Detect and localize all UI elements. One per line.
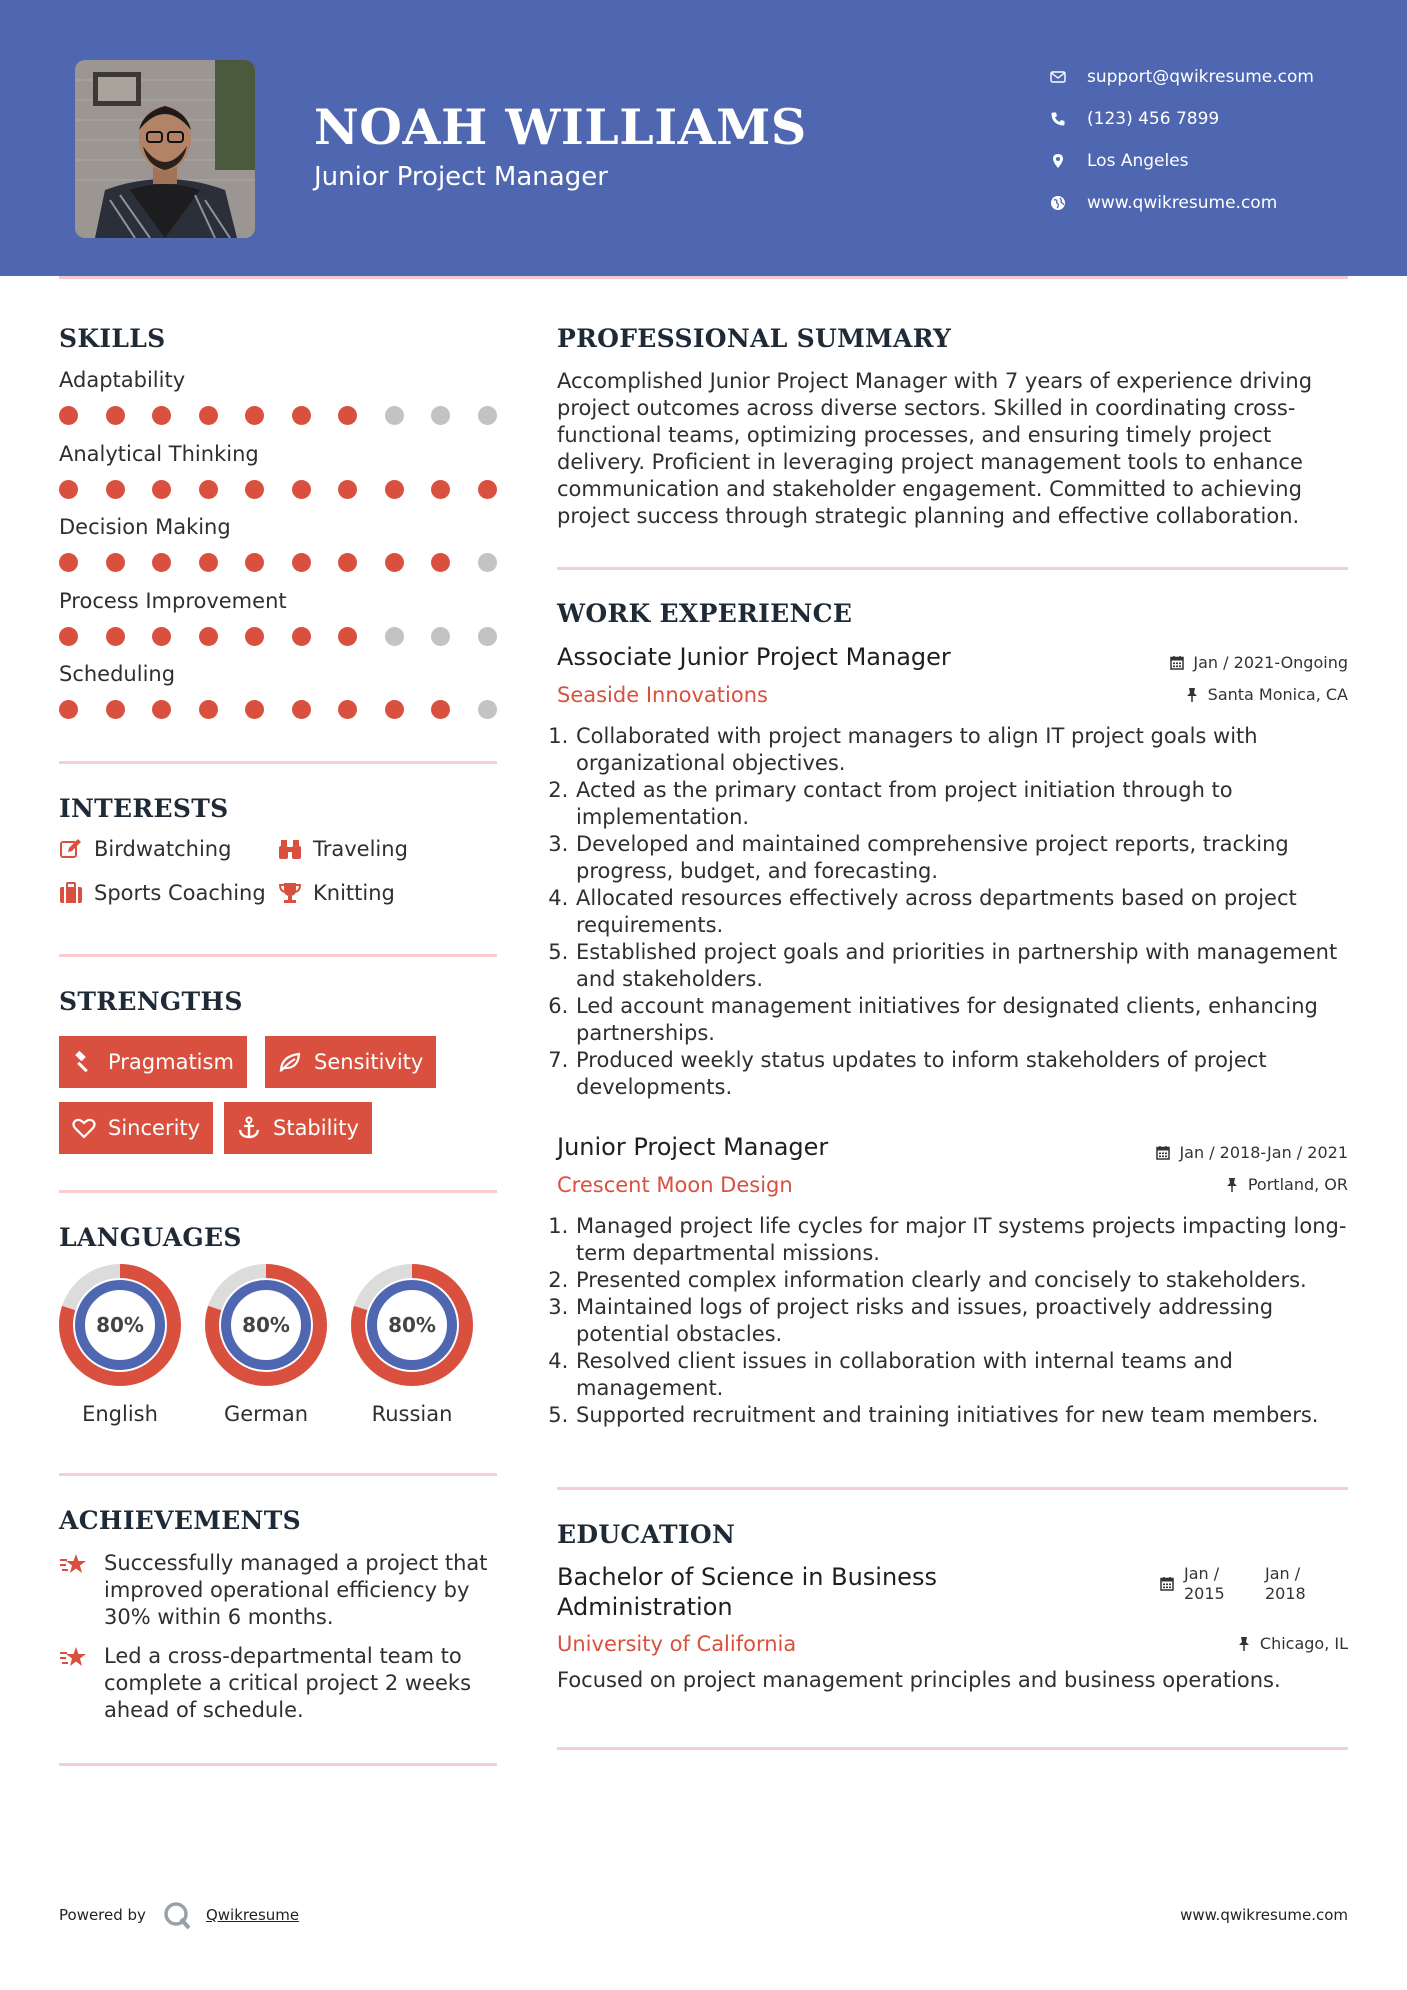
job-location xyxy=(1225,1175,1348,1194)
skill-rating xyxy=(59,700,499,720)
duty-item: 2. Acted as the primary contact from project initiation through to implementation. xyxy=(575,777,1357,831)
languages-divider xyxy=(59,1473,497,1476)
strength-label: Pragmatism xyxy=(108,1050,234,1074)
duty-item: 5. Supported recruitment and training initiatives for new team members. xyxy=(575,1402,1357,1429)
language-percent: 80% xyxy=(388,1313,436,1337)
edu-location xyxy=(1237,1634,1348,1653)
edu-end-year: 2018 xyxy=(1265,1584,1306,1603)
globe-icon xyxy=(1050,195,1087,211)
strength-tag xyxy=(265,1036,436,1088)
language-name: English xyxy=(82,1402,158,1426)
skill-name: Adaptability xyxy=(59,368,186,392)
company-name: Seaside Innovations xyxy=(557,683,768,707)
skill-name: Process Improvement xyxy=(59,588,287,613)
duty-item: 1. Managed project life cycles for major IT systems projects impacting long-term departmental missions. xyxy=(575,1213,1357,1267)
rating-dot xyxy=(199,480,218,499)
rating-dot xyxy=(59,700,78,719)
contact-website[interactable] xyxy=(1050,182,1314,224)
rating-dot xyxy=(59,627,78,646)
strengths-title: STRENGTHS xyxy=(59,987,243,1016)
edu-end-month: Jan / xyxy=(1265,1564,1301,1583)
rating-dot xyxy=(152,627,171,646)
summary-divider xyxy=(557,567,1348,570)
skill-name: Scheduling xyxy=(59,662,176,686)
rating-dot xyxy=(245,627,264,646)
rating-dot xyxy=(106,700,125,719)
degree-title-line2: Administration xyxy=(557,1593,733,1621)
envelope-icon xyxy=(1050,69,1087,85)
skill-rating xyxy=(59,406,499,426)
rating-dot xyxy=(245,553,264,572)
calendar-icon xyxy=(1156,1145,1170,1160)
edu-start-month: Jan / xyxy=(1184,1564,1220,1583)
job-location-text: Portland, OR xyxy=(1247,1175,1348,1194)
leaf-icon xyxy=(278,1050,302,1074)
job-title: Junior Project Manager xyxy=(557,1133,829,1161)
edu-end-date xyxy=(1265,1564,1306,1604)
header-divider xyxy=(59,276,1348,279)
rating-dot xyxy=(152,480,171,499)
interest-label: Knitting xyxy=(313,881,395,905)
pushpin-icon xyxy=(1225,1177,1239,1192)
rating-dot xyxy=(292,406,311,425)
rating-dot xyxy=(385,553,404,572)
star-badge-icon xyxy=(59,1643,104,1724)
job-date-text: Jan / 2018-Jan / 2021 xyxy=(1179,1143,1348,1162)
rating-dot xyxy=(478,627,497,646)
powered-by-label: Powered by xyxy=(59,1906,146,1924)
strength-label: Sincerity xyxy=(108,1116,201,1140)
skills-divider xyxy=(59,761,497,764)
pushpin-icon xyxy=(1237,1636,1251,1651)
language-ring xyxy=(351,1264,473,1386)
binoculars-icon xyxy=(278,838,313,860)
job-location xyxy=(1185,685,1348,704)
job-location-text: Santa Monica, CA xyxy=(1207,685,1348,704)
rating-dot xyxy=(292,553,311,572)
interest-label: Birdwatching xyxy=(94,837,232,861)
interest-item xyxy=(278,837,408,861)
rating-dot xyxy=(431,627,450,646)
rating-dot xyxy=(478,480,497,499)
trophy-icon xyxy=(278,882,313,904)
contact-website-text: www.qwikresume.com xyxy=(1087,193,1278,213)
calendar-icon xyxy=(1170,655,1184,670)
calendar-icon xyxy=(1160,1576,1174,1595)
strength-tag xyxy=(59,1102,213,1154)
strengths-divider xyxy=(59,1190,497,1193)
school-name: University of California xyxy=(557,1632,797,1656)
skills-title: SKILLS xyxy=(59,324,166,353)
job-title: Associate Junior Project Manager xyxy=(557,643,951,671)
skill-name: Analytical Thinking xyxy=(59,441,259,466)
interest-label: Traveling xyxy=(313,837,408,861)
interest-item xyxy=(59,837,231,861)
duty-item: 1. Collaborated with project managers to align IT project goals with organizational objectives. xyxy=(575,723,1357,777)
language-percent: 80% xyxy=(242,1313,290,1337)
language-ring xyxy=(59,1264,181,1386)
edit-icon xyxy=(59,838,94,860)
summary-title: PROFESSIONAL SUMMARY xyxy=(557,324,952,353)
rating-dot xyxy=(152,406,171,425)
achievements-title: ACHIEVEMENTS xyxy=(59,1506,301,1535)
qwikresume-link[interactable]: Qwikresume xyxy=(205,1906,300,1924)
experience-title: WORK EXPERIENCE xyxy=(557,599,853,628)
rating-dot xyxy=(478,406,497,425)
edu-location-text: Chicago, IL xyxy=(1259,1634,1348,1653)
education-description: Focused on project management principles and business operations. xyxy=(557,1668,1281,1692)
rating-dot xyxy=(245,406,264,425)
skill-name: Decision Making xyxy=(59,515,231,539)
contact-email-text: support@qwikresume.com xyxy=(1087,67,1314,87)
rating-dot xyxy=(292,480,311,499)
rating-dot xyxy=(59,480,78,499)
experience-divider xyxy=(557,1487,1348,1490)
phone-icon xyxy=(1050,111,1087,127)
briefcase-icon xyxy=(59,882,94,904)
footer-url[interactable]: www.qwikresume.com xyxy=(1180,1906,1348,1924)
rating-dot xyxy=(245,700,264,719)
rating-dot xyxy=(478,553,497,572)
job-date-text: Jan / 2021-Ongoing xyxy=(1193,653,1348,672)
gavel-icon xyxy=(72,1050,96,1074)
rating-dot xyxy=(292,627,311,646)
job-duties-list xyxy=(557,1213,1357,1429)
duty-item: 3. Developed and maintained comprehensive project reports, tracking progress, budget, and forecasting. xyxy=(575,831,1357,885)
rating-dot xyxy=(152,700,171,719)
strength-label: Stability xyxy=(273,1116,359,1140)
contact-phone[interactable] xyxy=(1050,98,1314,140)
rating-dot xyxy=(106,406,125,425)
strength-label: Sensitivity xyxy=(314,1050,424,1074)
rating-dot xyxy=(106,480,125,499)
language-item xyxy=(351,1264,473,1426)
rating-dot xyxy=(431,406,450,425)
language-name: Russian xyxy=(371,1402,453,1426)
rating-dot xyxy=(338,553,357,572)
language-item xyxy=(59,1264,181,1426)
location-pin-icon xyxy=(1050,153,1087,169)
education-divider xyxy=(557,1747,1348,1750)
resume-header xyxy=(0,0,1407,276)
duty-item: 3. Maintained logs of project risks and issues, proactively addressing potential obstacles. xyxy=(575,1294,1357,1348)
rating-dot xyxy=(199,700,218,719)
contact-email[interactable] xyxy=(1050,56,1314,98)
interest-label: Sports Coaching xyxy=(94,881,266,905)
edu-start-year: 2015 xyxy=(1184,1584,1225,1603)
achievement-item xyxy=(59,1550,499,1631)
duty-item: 6. Led account management initiatives for designated clients, enhancing partnerships. xyxy=(575,993,1357,1047)
duty-item: 4. Resolved client issues in collaboration with internal teams and management. xyxy=(575,1348,1357,1402)
candidate-role: Junior Project Manager xyxy=(314,162,608,192)
rating-dot xyxy=(431,480,450,499)
strength-tag xyxy=(59,1036,247,1088)
rating-dot xyxy=(152,553,171,572)
achievement-text: Successfully managed a project that improved operational efficiency by 30% within 6 months. xyxy=(104,1551,488,1629)
job-duties-list xyxy=(557,723,1357,1101)
skill-rating xyxy=(59,480,499,500)
strength-tag xyxy=(224,1102,372,1154)
rating-dot xyxy=(59,553,78,572)
contact-phone-text: (123) 456 7899 xyxy=(1087,109,1220,129)
job-date xyxy=(1170,653,1348,672)
achievements-divider xyxy=(59,1763,497,1766)
rating-dot xyxy=(292,700,311,719)
skill-rating xyxy=(59,627,499,647)
education-title: EDUCATION xyxy=(557,1520,736,1549)
rating-dot xyxy=(338,480,357,499)
language-name: German xyxy=(223,1402,309,1426)
rating-dot xyxy=(338,700,357,719)
job-date xyxy=(1156,1143,1348,1162)
rating-dot xyxy=(245,480,264,499)
rating-dot xyxy=(385,406,404,425)
duty-item: 4. Allocated resources effectively across departments based on project requirements. xyxy=(575,885,1357,939)
rating-dot xyxy=(431,553,450,572)
rating-dot xyxy=(106,553,125,572)
rating-dot xyxy=(478,700,497,719)
rating-dot xyxy=(338,627,357,646)
rating-dot xyxy=(199,553,218,572)
summary-text: Accomplished Junior Project Manager with 7 years of experience driving project outcomes across diverse sectors. Skilled in coordinating cross-functional teams, optimizing processes, and ensuring timely project delivery. Proficient in leveraging project management tools to enhance communication and stakeholder engagement. Committed to achieving project success through strategic planning and effective collaboration. xyxy=(557,369,1313,528)
rating-dot xyxy=(385,627,404,646)
profile-photo xyxy=(75,60,255,238)
edu-start-date xyxy=(1184,1564,1225,1604)
interests-divider xyxy=(59,954,497,957)
interest-item xyxy=(278,881,395,905)
pushpin-icon xyxy=(1185,687,1199,702)
language-percent: 80% xyxy=(96,1313,144,1337)
duty-item: 2. Presented complex information clearly and concisely to stakeholders. xyxy=(575,1267,1357,1294)
skill-rating xyxy=(59,553,499,573)
contact-location-text: Los Angeles xyxy=(1087,151,1189,171)
duty-item: 7. Produced weekly status updates to inform stakeholders of project developments. xyxy=(575,1047,1357,1101)
rating-dot xyxy=(338,406,357,425)
languages-title: LANGUAGES xyxy=(59,1223,242,1252)
contact-location xyxy=(1050,140,1314,182)
achievement-item xyxy=(59,1643,499,1724)
contact-list xyxy=(1050,56,1314,224)
rating-dot xyxy=(385,480,404,499)
heart-icon xyxy=(72,1116,96,1140)
rating-dot xyxy=(199,627,218,646)
duty-item: 5. Established project goals and priorities in partnership with management and stakeholders. xyxy=(575,939,1357,993)
degree-title-line1: Bachelor of Science in Business xyxy=(557,1563,937,1591)
rating-dot xyxy=(431,700,450,719)
star-badge-icon xyxy=(59,1550,104,1631)
achievement-text: Led a cross-departmental team to complete a critical project 2 weeks ahead of schedule. xyxy=(104,1644,472,1722)
interest-item xyxy=(59,881,266,905)
candidate-name: NOAH WILLIAMS xyxy=(314,98,807,156)
qwikresume-logo-icon xyxy=(162,1900,192,1930)
rating-dot xyxy=(106,627,125,646)
rating-dot xyxy=(385,700,404,719)
rating-dot xyxy=(59,406,78,425)
anchor-icon xyxy=(237,1116,261,1140)
powered-by xyxy=(59,1900,299,1930)
language-item xyxy=(205,1264,327,1426)
company-name: Crescent Moon Design xyxy=(557,1173,793,1197)
rating-dot xyxy=(199,406,218,425)
interests-title: INTERESTS xyxy=(59,794,229,823)
language-ring xyxy=(205,1264,327,1386)
